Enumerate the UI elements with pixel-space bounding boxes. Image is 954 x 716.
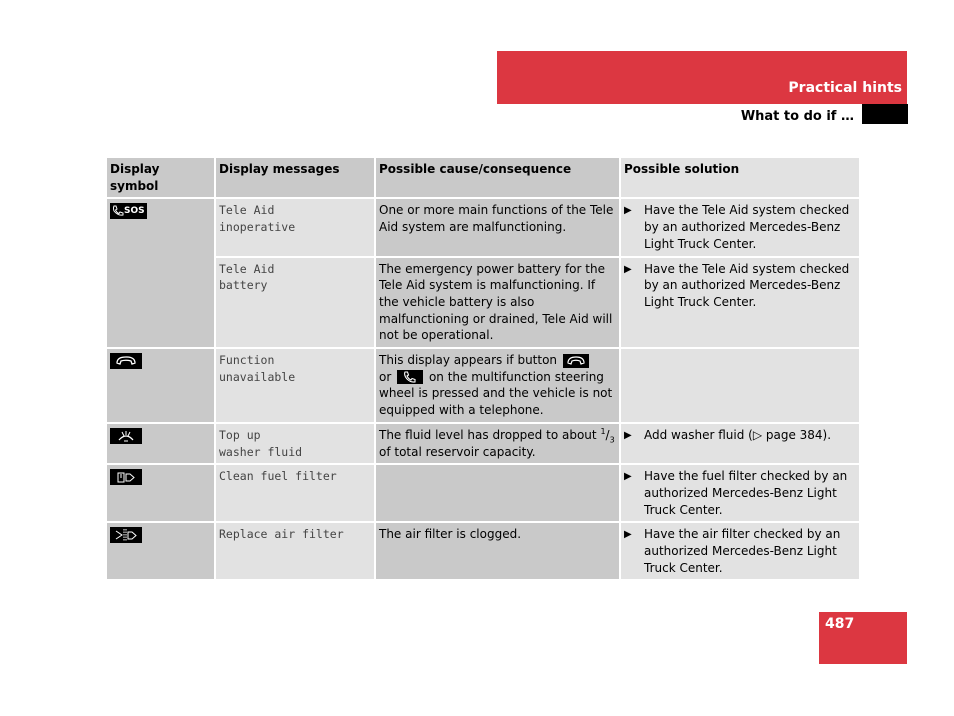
table-header-row (107, 158, 859, 199)
bullet-icon: ▶ (624, 529, 632, 541)
cause-text: or (379, 369, 392, 384)
column-header: Possible cause/consequence (376, 158, 621, 199)
cause-text: The fluid level has dropped to about (379, 427, 597, 442)
table-row (107, 465, 859, 523)
solution-text: Have the fuel filter checked by an authorized Mercedes-Benz Light Truck Center. (644, 469, 848, 517)
cause-text: The emergency power battery for the Tele Aid system is malfunctioning. If the vehicle battery is also malfunctioning or drained, Tele Aid will not be operational. (379, 261, 613, 343)
column-header: Display symbol (107, 158, 216, 199)
bullet-icon: ▶ (624, 205, 632, 217)
symbol-cell (107, 523, 216, 581)
solution-text: Have the air filter checked by an authorized Mercedes-Benz Light Truck Center. (644, 527, 841, 575)
display-message: Function unavailable (219, 353, 296, 384)
display-message: Replace air filter (219, 527, 344, 542)
cause-cell-empty (376, 465, 621, 523)
solution-text: Add washer fluid (▷ page 384). (644, 427, 832, 442)
phone-hangup-icon (110, 353, 142, 369)
bullet-icon: ▶ (624, 429, 632, 441)
cause-text: The air filter is clogged. (379, 527, 522, 542)
solution-text: Have the Tele Aid system checked by an authorized Mercedes-Benz Light Truck Center. (644, 203, 850, 251)
section-subtitle: What to do if … (740, 109, 854, 124)
section-title: Practical hints (788, 80, 902, 96)
table-row: Top up washer fluid The fluid level has dropped to about $^1/_3$ of total reservoir capacity. ▶ Add washer fluid (▷ page 384). (107, 424, 859, 465)
fraction-numerator: 1 (600, 426, 606, 436)
display-message: Tele Aid battery (219, 261, 275, 293)
washer-fluid-icon (110, 428, 142, 444)
fuel-filter-icon (110, 469, 142, 485)
page-number: 487 (825, 616, 855, 632)
solution-cell-empty (621, 349, 859, 424)
header-tab-marker (862, 104, 908, 124)
cause-text: This display appears if button (379, 353, 558, 368)
sos-label: SOS (124, 206, 145, 217)
display-message: Top up washer fluid (219, 427, 303, 459)
bullet-icon: ▶ (624, 263, 632, 275)
column-header: Display messages (216, 158, 376, 199)
display-message: Clean fuel filter (219, 469, 337, 484)
symbol-cell (107, 424, 216, 465)
symbol-cell (107, 349, 216, 424)
column-header: Possible solution (621, 158, 859, 199)
phone-pickup-icon (397, 370, 423, 384)
solution-text: Have the Tele Aid system checked by an authorized Mercedes-Benz Light Truck Center. (644, 261, 850, 309)
fraction-denominator: 3 (609, 435, 615, 445)
table-row (107, 523, 859, 581)
header-bar (497, 51, 907, 104)
symbol-cell (107, 465, 216, 523)
table-row (107, 258, 859, 350)
display-messages-table (107, 158, 859, 581)
phone-hangup-icon (563, 354, 589, 368)
cause-text: of total reservoir capacity. (379, 444, 536, 459)
table-row (107, 349, 859, 424)
symbol-cell (107, 199, 216, 349)
air-filter-icon (110, 527, 142, 543)
table-row (107, 199, 859, 257)
bullet-icon: ▶ (624, 471, 632, 483)
cause-text: on the multifunction steering wheel is pressed and the vehicle is not equipped with a telephone. (379, 369, 613, 418)
display-message: Tele Aid inoperative (219, 203, 296, 235)
cause-text: One or more main functions of the Tele Aid system are malfunctioning. (379, 203, 614, 235)
phone-sos-icon (110, 203, 147, 219)
